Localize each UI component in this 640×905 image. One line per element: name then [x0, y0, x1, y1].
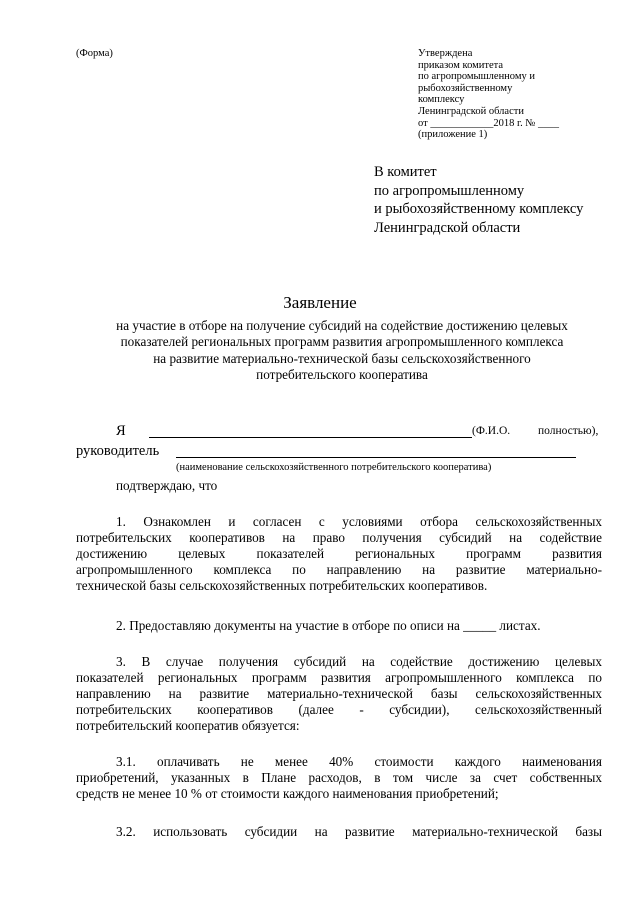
addressee-block — [374, 163, 583, 237]
addressee-line: Ленинградской области — [374, 219, 521, 236]
p1-line: потребительских кооперативов на право получения субсидий на содействие — [76, 530, 602, 545]
fio-prefix: Я — [116, 423, 126, 439]
fio-hint-close: полностью), — [538, 425, 599, 437]
subtitle-line: на участие в отборе на получение субсидий на содействие достижению целевых — [116, 318, 568, 333]
p31-line: средств не менее 10 % от стоимости каждого наименования приобретений; — [76, 786, 499, 801]
addressee-line: и рыбохозяйственному комплексу — [374, 201, 584, 218]
p32-line: 3.2. использовать субсидии на развитие материально-технической базы — [116, 824, 602, 839]
p3-line: потребительских кооперативов (далее - субсидии), сельскохозяйственный — [76, 702, 602, 717]
approval-line: Ленинградской области — [418, 105, 524, 117]
p2-text: 2. Предоставляю документы на участие в отборе по описи на _____ листах. — [116, 618, 541, 633]
fio-hint-open: (Ф.И.О. — [472, 425, 511, 437]
approval-block — [418, 48, 559, 141]
fio-field[interactable] — [149, 437, 472, 438]
approval-line: комплексу — [418, 94, 465, 106]
form-label: (Форма) — [76, 48, 113, 59]
cooperative-name-field[interactable] — [176, 457, 576, 458]
document-subtitle — [82, 318, 602, 384]
p31-line: 3.1. оплачивать не менее 40% стоимости каждого наименования — [116, 754, 602, 769]
p1-line: технической базы сельскохозяйственных потребительских кооперативов. — [76, 578, 488, 593]
subtitle-line: на развитие материально-технической базы сельскохозяйственного — [153, 350, 531, 366]
p3-line: показателей региональных программ развития агропромышленного комплекса по — [76, 670, 602, 685]
p31-line: приобретений, указанных в Плане расходов, в том числе за счет собственных — [76, 770, 602, 785]
p3-line: 3. В случае получения субсидий на содействие достижению целевых — [116, 654, 602, 669]
approval-line: Утверждена — [418, 48, 473, 59]
p3-line: потребительский кооператив обязуется: — [76, 718, 300, 733]
confirm-text: подтверждаю, что — [116, 478, 218, 493]
addressee-line: по агропромышленному — [374, 182, 525, 199]
subtitle-line: потребительского кооператива — [256, 367, 428, 383]
document-title: Заявление — [283, 293, 357, 312]
approval-line: от ____________2018 г. № ____ — [418, 117, 559, 129]
p3-line: направлению на развитие материально-технической базы сельскохозяйственных — [76, 686, 602, 701]
cooperative-name-hint: (наименование сельскохозяйственного потребительского кооператива) — [176, 462, 492, 473]
p1-line: 1. Ознакомлен и согласен с условиями отбора сельскохозяйственных — [116, 514, 602, 529]
approval-line: приказом комитета — [418, 59, 504, 71]
subtitle-line: показателей региональных программ развития агропромышленного комплекса — [120, 334, 564, 350]
head-label: руководитель — [76, 443, 160, 459]
p1-line: агропромышленного комплекса по направлению на развитие материально- — [76, 562, 602, 577]
approval-line: по агропромышленному и — [418, 71, 535, 83]
addressee-line: В комитет — [374, 164, 437, 180]
approval-line: рыбохозяйственному — [418, 82, 513, 94]
p1-line: достижению целевых показателей региональных программ развития — [76, 546, 602, 561]
approval-line: (приложение 1) — [418, 129, 488, 141]
